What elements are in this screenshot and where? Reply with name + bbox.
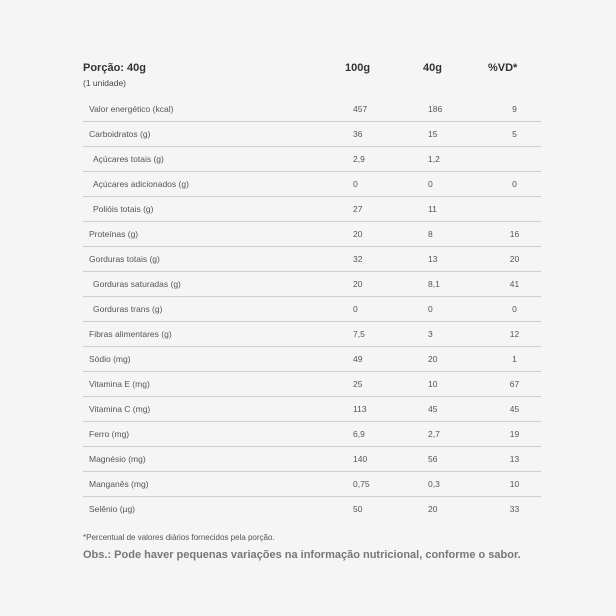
table-row (83, 197, 541, 222)
value-vd: 10 (509, 479, 520, 489)
nutrient-label: Valor energético (kcal) (89, 104, 174, 114)
value-40g: 56 (428, 454, 438, 464)
nutrition-rows (83, 97, 541, 522)
value-100g: 113 (353, 404, 367, 414)
column-header-100g: 100g (345, 62, 371, 74)
table-row (83, 472, 541, 497)
nutrient-label: Sódio (mg) (89, 354, 131, 364)
value-vd: 33 (509, 504, 520, 514)
table-row (83, 297, 541, 322)
value-100g: 457 (353, 104, 368, 114)
column-header-40g: 40g (423, 62, 442, 74)
nutrient-label: Carboidratos (g) (89, 129, 151, 139)
table-header (83, 60, 541, 97)
value-vd: 16 (509, 229, 520, 239)
value-vd: 20 (509, 254, 520, 264)
value-40g: 45 (428, 404, 438, 414)
table-row (83, 172, 541, 197)
value-40g: 186 (428, 104, 443, 114)
nutrient-label: Manganês (mg) (89, 479, 149, 489)
value-vd: 45 (509, 404, 520, 414)
nutrient-label: Gorduras totais (g) (89, 254, 160, 264)
value-100g: 25 (353, 379, 363, 389)
table-row (83, 122, 541, 147)
table-row (83, 222, 541, 247)
value-vd: 1 (512, 354, 517, 364)
value-100g: 140 (353, 454, 368, 464)
value-100g: 49 (353, 354, 363, 364)
table-row (83, 422, 541, 447)
table-row (83, 97, 541, 122)
table-row (83, 497, 541, 522)
value-100g: 7,5 (353, 329, 365, 339)
nutrient-label: Selênio (µg) (89, 504, 136, 514)
portion-sublabel: (1 unidade) (83, 78, 127, 88)
nutrient-label: Fibras alimentares (g) (89, 329, 172, 339)
value-40g: 2,7 (428, 429, 440, 439)
value-vd: 41 (509, 279, 520, 289)
table-row (83, 322, 541, 347)
value-100g: 20 (353, 279, 363, 289)
nutrient-label: Vitamina E (mg) (89, 379, 150, 389)
value-100g: 50 (353, 504, 363, 514)
nutrient-label: Açúcares totais (g) (93, 154, 164, 164)
value-vd: 67 (509, 379, 520, 389)
value-40g: 0 (428, 179, 433, 189)
value-vd: 13 (509, 454, 520, 464)
observation-note: Obs.: Pode haver pequenas variações na informação nutricional, conforme o sabor. (83, 549, 521, 561)
value-100g: 0 (353, 304, 358, 314)
nutrient-label: Polióis totais (g) (93, 204, 154, 214)
value-vd: 0 (512, 179, 517, 189)
value-40g: 11 (428, 204, 437, 214)
nutrient-label: Magnésio (mg) (89, 454, 146, 464)
nutrient-label: Açúcares adicionados (g) (93, 179, 189, 189)
table-row (83, 347, 541, 372)
value-100g: 36 (353, 129, 363, 139)
value-40g: 20 (428, 504, 438, 514)
value-40g: 0 (428, 304, 433, 314)
nutrient-label: Proteínas (g) (89, 229, 139, 239)
value-100g: 32 (353, 254, 363, 264)
value-40g: 10 (428, 379, 438, 389)
table-row (83, 447, 541, 472)
value-40g: 3 (428, 329, 433, 339)
value-40g: 20 (428, 354, 438, 364)
value-vd: 19 (509, 429, 520, 439)
value-100g: 20 (353, 229, 363, 239)
footnote: *Percentual de valores diários fornecidos pela porção. (83, 533, 275, 542)
nutrient-label: Vitamina C (mg) (89, 404, 151, 414)
value-vd: 12 (509, 329, 520, 339)
value-vd: 5 (512, 129, 517, 139)
value-40g: 1,2 (428, 154, 440, 164)
nutrient-label: Ferro (mg) (89, 429, 130, 439)
table-row (83, 272, 541, 297)
table-row (83, 247, 541, 272)
portion-label: Porção: 40g (83, 62, 146, 74)
nutrient-label: Gorduras trans (g) (93, 304, 163, 314)
value-100g: 0,75 (353, 479, 370, 489)
table-row (83, 397, 541, 422)
nutrition-table (83, 60, 541, 522)
value-40g: 8 (428, 229, 433, 239)
value-vd: 0 (512, 304, 517, 314)
value-vd: 9 (512, 104, 517, 114)
value-100g: 27 (353, 204, 363, 214)
table-row (83, 372, 541, 397)
value-100g: 2,9 (353, 154, 365, 164)
value-100g: 0 (353, 179, 358, 189)
column-header-vd: %VD* (488, 62, 518, 74)
value-40g: 15 (428, 129, 438, 139)
value-40g: 8,1 (428, 279, 440, 289)
nutrient-label: Gorduras saturadas (g) (93, 279, 181, 289)
value-40g: 0,3 (428, 479, 440, 489)
value-40g: 13 (428, 254, 438, 264)
value-100g: 6,9 (353, 429, 365, 439)
table-row (83, 147, 541, 172)
